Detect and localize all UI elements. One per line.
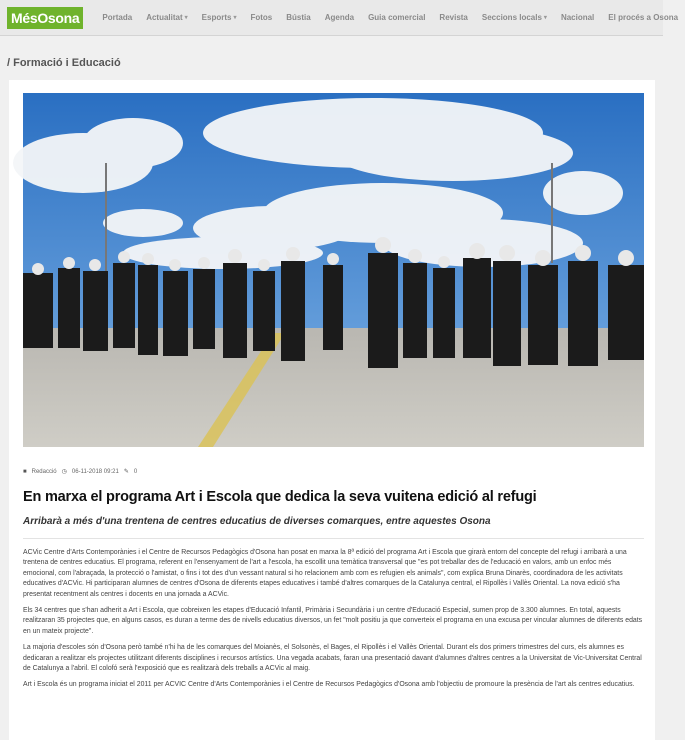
site-logo[interactable] bbox=[7, 7, 83, 29]
nav-item-label: Portada bbox=[102, 13, 133, 22]
user-icon: ■ bbox=[23, 468, 27, 475]
logo-text: MésOsona bbox=[11, 9, 80, 26]
nav-item-actualitat[interactable] bbox=[139, 13, 194, 22]
nav-item-fotos[interactable] bbox=[243, 13, 279, 22]
nav-item-el-proc-s-a-osona[interactable] bbox=[601, 13, 685, 22]
nav-item-label: Esports bbox=[201, 13, 232, 22]
article-author[interactable]: Redacció bbox=[31, 468, 57, 475]
nav-item-label: El procés a Osona bbox=[608, 13, 679, 22]
comment-icon: ✎ bbox=[123, 469, 129, 475]
article-hero-image[interactable] bbox=[23, 93, 644, 447]
nav-item-label: Guia comercial bbox=[368, 13, 426, 22]
nav-item-label: Fotos bbox=[250, 13, 273, 22]
nav-item-esports[interactable] bbox=[195, 13, 244, 22]
article-subhead: Arribarà a més d'una trentena de centres educatius de diverses comarques, entre aquestes Osona bbox=[23, 516, 491, 527]
main-nav bbox=[95, 13, 685, 22]
article-date: 06-11-2018 09:21 bbox=[71, 468, 119, 475]
nav-item-label: Agenda bbox=[324, 13, 355, 22]
nav-item-label: Bústia bbox=[286, 13, 311, 22]
comment-count[interactable]: 0 bbox=[133, 468, 138, 475]
article-headline: En marxa el programa Art i Escola que dedica la seva vuitena edició al refugi bbox=[23, 489, 537, 505]
chevron-down-icon: ▾ bbox=[184, 15, 188, 21]
nav-item-nacional[interactable] bbox=[554, 13, 601, 22]
nav-item-label: Actualitat bbox=[146, 13, 183, 22]
article-card bbox=[9, 80, 655, 740]
nav-item-seccions-locals[interactable] bbox=[475, 13, 554, 22]
nav-item-revista[interactable] bbox=[432, 13, 474, 22]
paragraph: Art i Escola és un programa iniciat el 2011 per ACVIC Centre d'Arts Contemporànies i el Centre de Recursos Pedagògics d'Osona amb l'objectiu de promoure la presència de l'art als centres educatius. bbox=[23, 681, 635, 689]
paragraph: La majoria d'escoles són d'Osona però també n'hi ha de les comarques del Moianès, el Solsonès, el Bages, el Ripollès i el Vallès Oriental. Durant els dos primers trimestres del curs, els alumnes es dedicaran a realitzar els projectes utilitzant diferents disciplines i recursos artístics. Una vegada acabats, faran una presentació davant d'alumnes d'altres centres a la Universitat de Vic-Universitat Central de Catalunya a l'abril. El colofó serà l'exposició que es realitzarà dels treballs a ACVic al maig. bbox=[23, 644, 642, 673]
clock-icon: ◷ bbox=[61, 469, 67, 475]
nav-item-portada[interactable] bbox=[95, 13, 139, 22]
chevron-down-icon: ▾ bbox=[543, 15, 547, 21]
nav-item-b-stia[interactable] bbox=[279, 13, 317, 22]
article-body bbox=[23, 548, 644, 697]
divider bbox=[23, 538, 644, 539]
section-title: / Formació i Educació bbox=[7, 57, 121, 69]
nav-item-guia-comercial[interactable] bbox=[361, 13, 432, 22]
hero-photo bbox=[23, 93, 644, 447]
paragraph: ACVic Centre d'Arts Contemporànies i el Centre de Recursos Pedagògics d'Osona han posat en marxa la 8ª edició del programa Art i Escola que girarà entorn del concepte del refugi i arribarà a una trentena de centres educatius. El programa, referent en l'ensenyament de l'art a l'escola, ha escollit una temàtica transversal que "es pot treballar des de l'educació en valors, amb un enfoc més emocional, com l'abraçada, la protecció o l'amistat, o fins i tot des d'un vessant natural si ho relacionem amb com es refugien els animals", com explica Bruna Dinarès, coordinadora de les activitats educatives d'ACVic. Hi participaran alumnes de centres d'Osona de diferents etapes educatives i també d'altres comarques de la Catalunya central, el Ripollès i Vallès Oriental. La nova edició s'ha presentat recentment als centres i docents en una jornada a ACVic. bbox=[23, 549, 627, 598]
paragraph: Els 34 centres que s'han adherit a Art i Escola, que cobreixen les etapes d'Educació Infantil, Primària i Secundària i un centre d'Educació Especial, sumen prop de 3.300 alumnes. En total, aquests realitzaran 35 projectes que, en alguns casos, es duran a terme des de nivells educatius diversos, un fet "molt positiu ja que converteix el programa en una excusa per vincular alumnes de diferents edats en un mateix projecte". bbox=[23, 607, 643, 635]
chevron-down-icon: ▾ bbox=[233, 15, 237, 21]
nav-item-label: Seccions locals bbox=[481, 13, 542, 22]
nav-item-agenda[interactable] bbox=[318, 13, 361, 22]
top-navbar bbox=[0, 0, 679, 36]
article-meta bbox=[23, 468, 137, 475]
nav-item-label: Revista bbox=[439, 13, 468, 22]
nav-item-label: Nacional bbox=[560, 13, 595, 22]
